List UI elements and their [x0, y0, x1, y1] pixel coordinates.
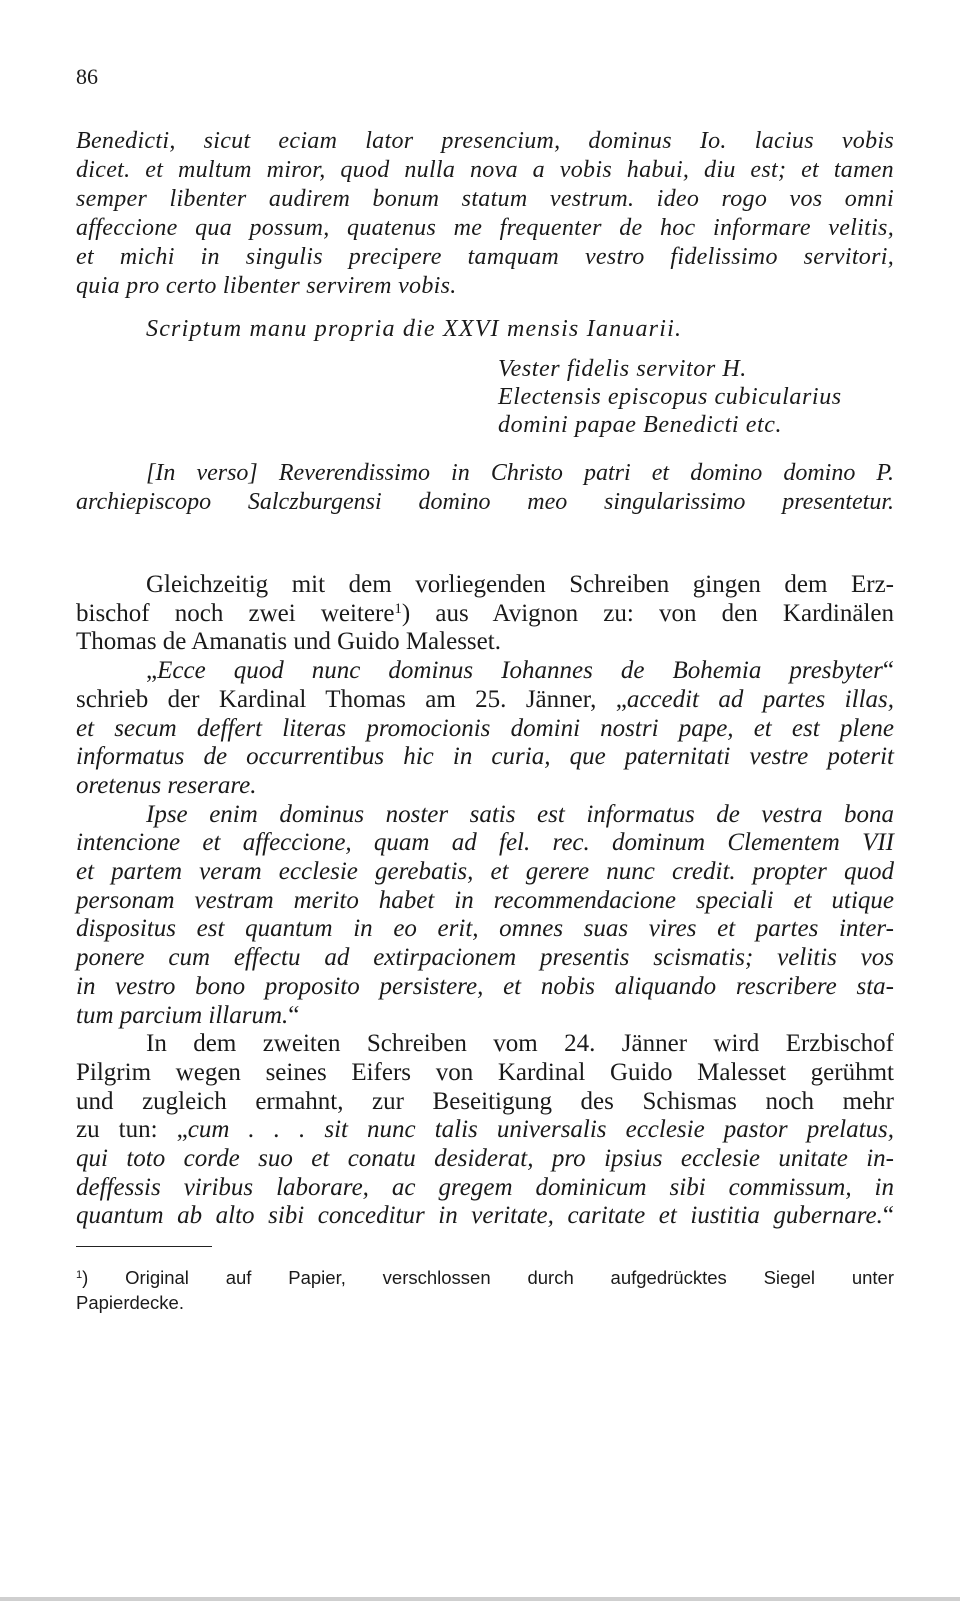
- body-text: bischof noch zwei weitere: [76, 599, 395, 627]
- quote-close: “: [882, 1202, 894, 1230]
- quote-text: accedit ad partes illas,: [626, 685, 894, 713]
- latin-letter-text: [76, 127, 894, 301]
- footnote-ref: 1: [394, 600, 402, 617]
- letter-signature: [498, 355, 842, 439]
- body-line: [76, 686, 894, 715]
- body-line: [76, 1116, 894, 1145]
- footnote-line: [76, 1265, 894, 1290]
- latin-line: affeccione qua possum, quatenus me frequenter de hoc informare velitis,: [76, 215, 894, 241]
- quote-close: “: [288, 1001, 300, 1029]
- verso-line: [In verso] Reverendissimo in Christo patri et domino domino P.: [146, 460, 894, 486]
- quote-close: “: [882, 657, 894, 685]
- body-line: Ipse enim dominus noster satis est informatus de vestra bona: [146, 800, 894, 828]
- body-line: et partem veram ecclesie gerebatis, et gerere nunc credit. propter quod: [76, 858, 894, 886]
- quote-open: „: [146, 657, 158, 685]
- body-text: zu tun: „: [76, 1116, 188, 1144]
- body-line: et secum deffert literas promocionis domini nostri pape, et est plene: [76, 714, 894, 742]
- body-line: [76, 1202, 894, 1231]
- body-line: Pilgrim wegen seines Eifers von Kardinal Guido Malesset gerühmt: [76, 1058, 894, 1086]
- footnote-divider: [76, 1246, 212, 1247]
- quote-text: quantum ab alto sibi conceditur in veritate, caritate et iustitia gubernare.: [76, 1202, 883, 1230]
- body-text: ) aus Avignon zu: von den Kardinälen: [401, 599, 894, 627]
- footnote-text: ) Original auf Papier, verschlossen durch aufgedrücktes Siegel unter: [82, 1267, 894, 1288]
- latin-line: dicet. et multum miror, quod nulla nova a vobis habui, diu est; et tamen: [76, 157, 894, 183]
- letter-date-line: Scriptum manu propria die XXVI mensis Ianuarii.: [146, 316, 683, 342]
- body-line: deffessis viribus laborare, ac gregem dominicum sibi commissum, in: [76, 1173, 894, 1201]
- body-line: In dem zweiten Schreiben vom 24. Jänner wird Erzbischof: [146, 1030, 894, 1058]
- body-line: [76, 600, 894, 629]
- latin-line: Benedicti, sicut eciam lator presencium, dominus Io. lacius vobis: [76, 128, 894, 154]
- body-line: qui toto corde suo et conatu desiderat, pro ipsius ecclesie unitate in-: [76, 1145, 894, 1173]
- verso-line: archiepiscopo Salczburgensi domino meo singularissimo presentetur.: [76, 489, 894, 515]
- body-line: oretenus reserare.: [76, 771, 257, 799]
- body-line: [76, 1002, 894, 1031]
- body-line: Gleichzeitig mit dem vorliegenden Schreiben gingen dem Erz-: [146, 571, 894, 598]
- body-line: und zugleich ermahnt, zur Beseitigung des Schismas noch mehr: [76, 1087, 894, 1115]
- page-number: 86: [76, 64, 98, 89]
- body-text: schrieb der Kardinal Thomas am 25. Jänner, „: [76, 685, 627, 713]
- signature-line: Vester fidelis servitor H.: [498, 356, 747, 382]
- body-line: dispositus est quantum in eo erit, omnes suas vires et partes inter-: [76, 915, 894, 943]
- footnote-line: Papierdecke.: [76, 1292, 184, 1313]
- verso-address: [76, 459, 894, 517]
- body-line: [76, 657, 894, 686]
- scan-bottom-edge: [0, 1597, 960, 1601]
- body-line: personam vestram merito habet in recommendacione speciali et utique: [76, 886, 894, 914]
- footnote-marker: 1: [76, 1268, 83, 1281]
- quote-text: Ecce quod nunc dominus Iohannes de Bohemia presbyter: [157, 657, 883, 685]
- latin-line: quia pro certo libenter servirem vobis.: [76, 273, 457, 299]
- latin-line: semper libenter audirem bonum statum vestrum. ideo rogo vos omni: [76, 186, 894, 212]
- body-line: in vestro bono proposito persistere, et nobis aliquando rescribere sta-: [76, 972, 894, 1000]
- body-line: Thomas de Amanatis und Guido Malesset.: [76, 628, 501, 656]
- signature-line: domini papae Benedicti etc.: [498, 412, 783, 438]
- latin-line: et michi in singulis precipere tamquam vestro fidelissimo servitori,: [76, 244, 894, 270]
- quote-text: cum . . . sit nunc talis universalis ecclesie pastor prelatus,: [187, 1116, 894, 1144]
- body-line: intencione et affeccione, quam ad fel. rec. dominum Clementem VII: [76, 829, 894, 857]
- body-line: informatus de occurrentibus hic in curia, que paternitati vestre poterit: [76, 743, 894, 771]
- footnote: [76, 1265, 894, 1315]
- signature-line: Electensis episcopus cubicularius: [498, 384, 842, 410]
- body-line: ponere cum effectu ad extirpacionem presentis scismatis; velitis vos: [76, 944, 894, 972]
- quote-text: tum parcium illarum.: [76, 1001, 289, 1029]
- commentary-text: [76, 571, 894, 1231]
